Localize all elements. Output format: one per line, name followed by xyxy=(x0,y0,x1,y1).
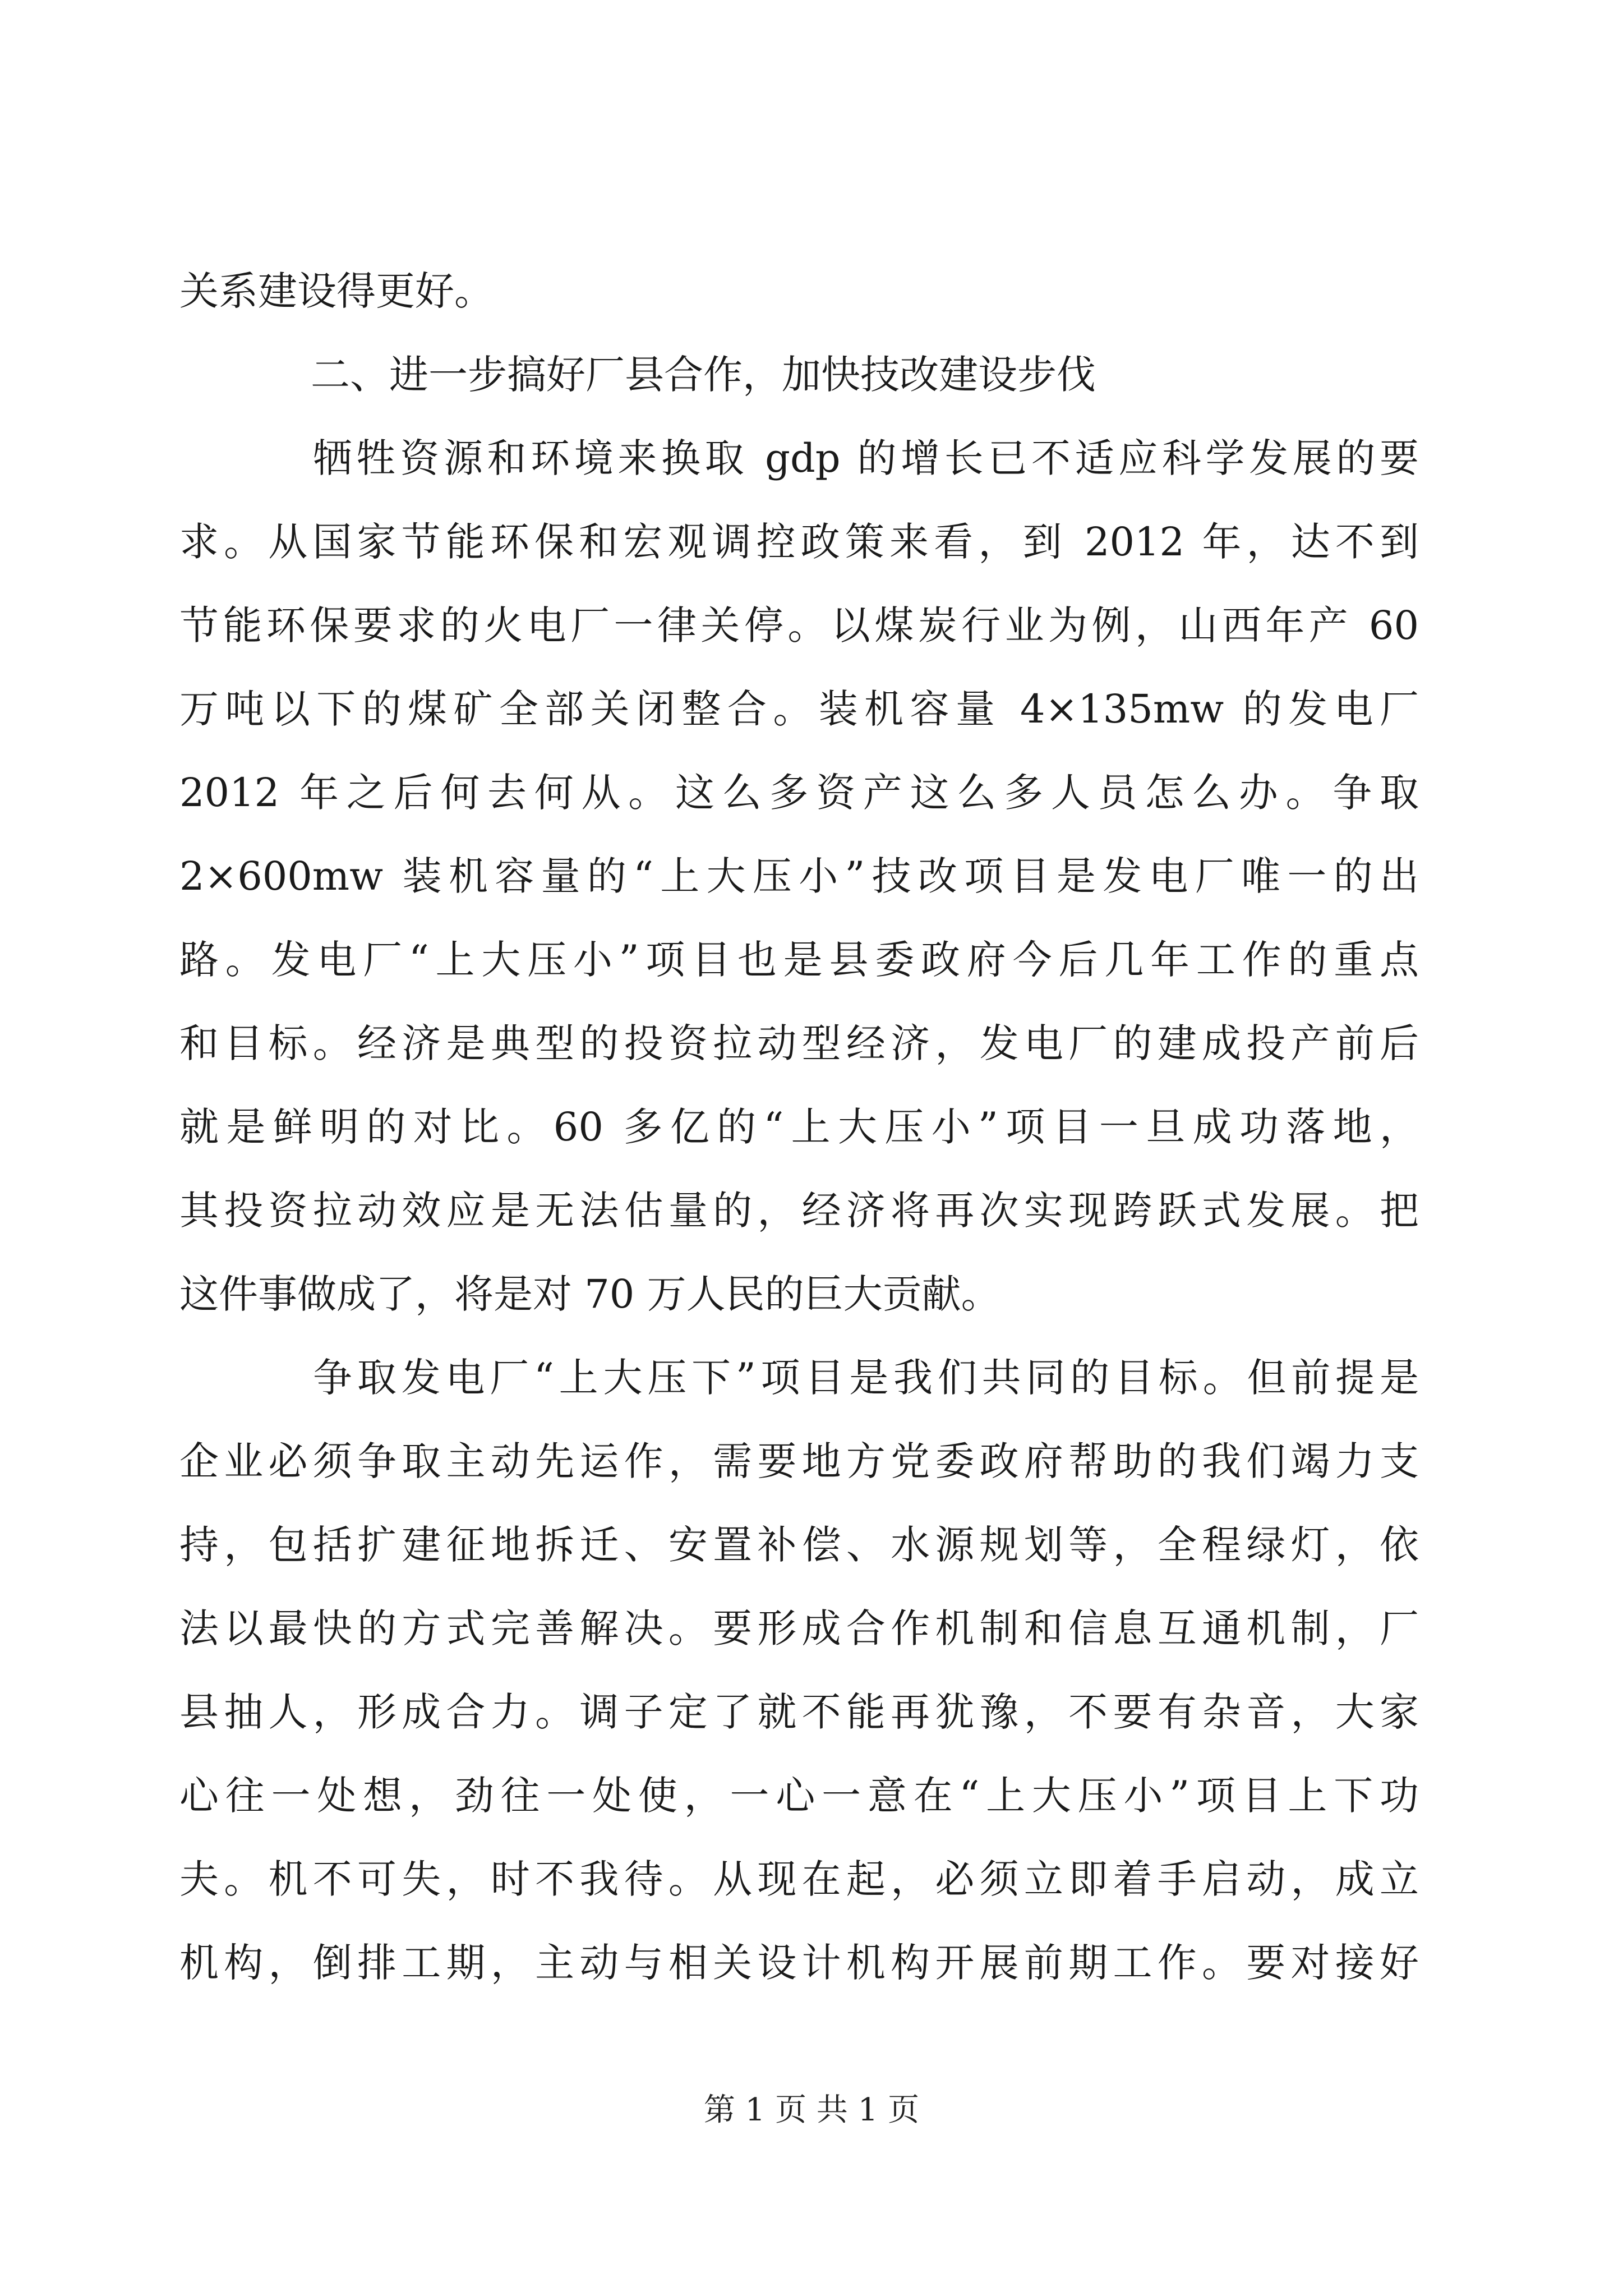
page-footer xyxy=(0,2088,1623,2133)
text-line: 就是鲜明的对比。60 多亿的“上大压小”项目一旦成功落地， xyxy=(179,1104,1419,1150)
text-line: 节能环保要求的火电厂一律关停。以煤炭行业为例，山西年产 60 xyxy=(179,602,1419,648)
text-line: 关系建设得更好。 xyxy=(179,268,494,314)
text-line: 法以最快的方式完善解决。要形成合作机制和信息互通机制，厂 xyxy=(179,1605,1419,1651)
body-text xyxy=(179,250,1419,2005)
text-line: 这件事做成了，将是对 70 万人民的巨大贡献。 xyxy=(179,1271,1000,1317)
section-heading: 二、进一步搞好厂县合作，加快技改建设步伐 xyxy=(311,352,1096,398)
text-line: 持，包括扩建征地拆迁、安置补偿、水源规划等，全程绿灯，依 xyxy=(179,1522,1419,1568)
text-line: 牺牲资源和环境来换取 gdp 的增长已不适应科学发展的要 xyxy=(313,435,1419,481)
text-line: 夫。机不可失，时不我待。从现在起，必须立即着手启动，成立 xyxy=(179,1856,1419,1902)
text-line: 争取发电厂“上大压下”项目是我们共同的目标。但前提是 xyxy=(313,1355,1419,1401)
text-line: 2012 年之后何去何从。这么多资产这么多人员怎么办。争取 xyxy=(179,770,1419,816)
text-line: 求。从国家节能环保和宏观调控政策来看，到 2012 年，达不到 xyxy=(179,519,1419,565)
text-line: 2×600mw 装机容量的“上大压小”技改项目是发电厂唯一的出 xyxy=(179,853,1419,899)
text-line: 路。发电厂“上大压小”项目也是县委政府今后几年工作的重点 xyxy=(179,937,1419,983)
text-line: 万吨以下的煤矿全部关闭整合。装机容量 4×135mw 的发电厂 xyxy=(179,686,1419,732)
text-line: 和目标。经济是典型的投资拉动型经济，发电厂的建成投产前后 xyxy=(179,1020,1419,1066)
text-line: 机构，倒排工期，主动与相关设计机构开展前期工作。要对接好 xyxy=(179,1940,1419,1986)
text-line: 企业必须争取主动先运作，需要地方党委政府帮助的我们竭力支 xyxy=(179,1438,1419,1484)
text-line: 县抽人，形成合力。调子定了就不能再犹豫，不要有杂音，大家 xyxy=(179,1689,1419,1735)
text-line: 其投资拉动效应是无法估量的，经济将再次实现跨跃式发展。把 xyxy=(179,1188,1419,1234)
text-line: 心往一处想，劲往一处使，一心一意在“上大压小”项目上下功 xyxy=(179,1773,1419,1819)
page-number: 第 1 页 共 1 页 xyxy=(703,2092,920,2128)
